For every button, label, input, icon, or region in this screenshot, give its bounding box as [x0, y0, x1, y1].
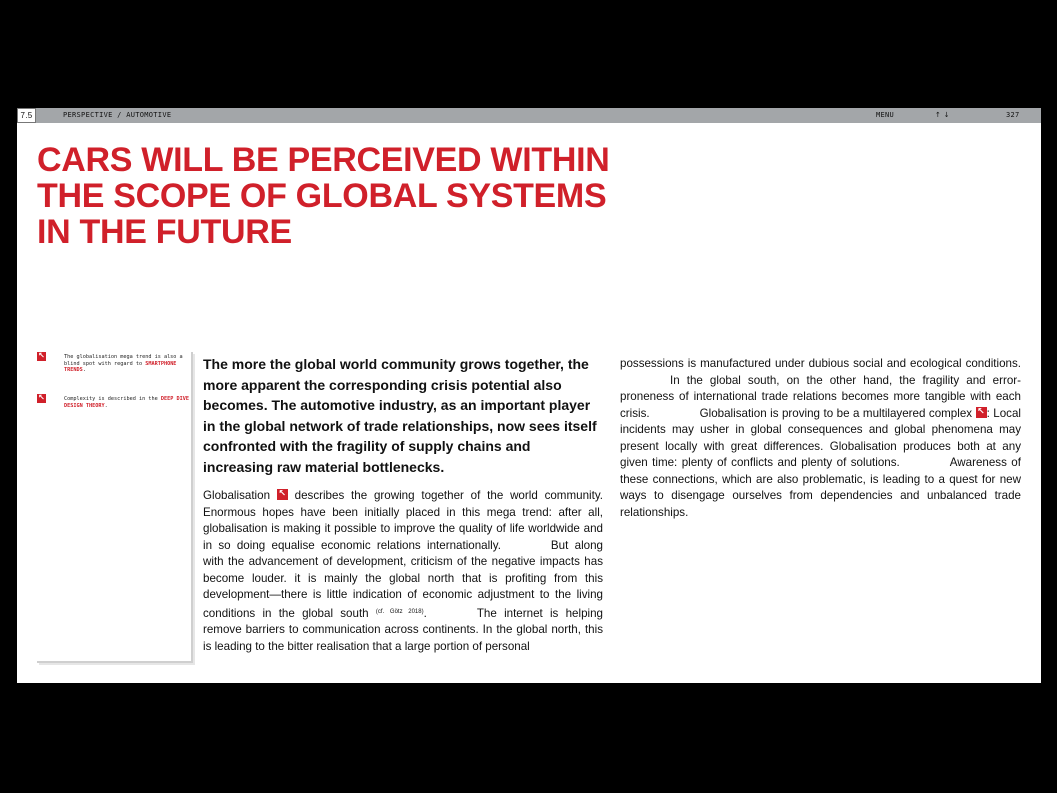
sidenote-text [64, 354, 189, 374]
title-line-3: IN THE FUTURE [37, 213, 292, 251]
document-page [17, 108, 1041, 683]
sidenote-body: The globalisation mega trend is also a blind spot with regard to [64, 354, 183, 367]
body-column-1 [203, 488, 603, 655]
top-bar [17, 108, 1041, 123]
link-arrow-icon[interactable] [277, 489, 288, 500]
sidenotes-panel [37, 352, 193, 663]
body-text: possessions is manufactured under dubious social and ecological conditions. [620, 357, 1021, 370]
body-text: describes the growing together of the world community. Enormous hopes have been initially placed in this mega trend: after all, globalisation is making it possible to improve the quality of life worldwide and in so doing equalise economic relations internationally. [203, 489, 603, 552]
body-text: In the global south, on the other hand, the fragility and error-proneness of international trade relations becomes more tangible with each crisis. [620, 373, 1021, 420]
body-text: . [423, 606, 427, 620]
menu-button[interactable]: MENU [876, 111, 895, 119]
body-text: Globalisation is proving to be a multilayered complex [699, 406, 973, 420]
body-text: The internet is helping remove barriers to communication across continents. In the global north, this is leading to the bitter realisation that a large portion of personal [203, 606, 603, 653]
lead-paragraph: The more the global world community grows together, the more apparent the corresponding crisis potential also becomes. The automotive industry, as an important player in the global network of trade relationships, now sees itself confronted with the fragility of supply chains and increasing raw material bottlenecks. [203, 356, 597, 475]
body-text: But along with the advancement of development, criticism of the negative impacts has become louder. it is mainly the global north that is profiting from this development—there is little indication of economic adjustment to the living conditions in the global south [203, 538, 603, 620]
globalisation-term: Globalisation [203, 489, 271, 502]
deep-dive-design-theory-link[interactable]: DEEP DIVE DESIGN THEORY [64, 396, 189, 409]
sidenote-body: Complexity is described in the [64, 396, 161, 402]
link-arrow-icon[interactable] [37, 394, 46, 403]
body-text: Awareness of these connections, which are also problematic, is leading to a quest for new ways to disengage ourselves from dependencies and unbalanced trade relationships. [620, 456, 1021, 519]
page-number: 327 [1006, 111, 1020, 119]
link-arrow-icon[interactable] [37, 352, 46, 361]
page-title [37, 142, 737, 250]
smartphone-trends-link[interactable]: SMARTPHONE TRENDS [64, 360, 177, 374]
title-line-1: CARS WILL BE PERCEIVED WITHIN [37, 141, 610, 179]
title-line-2: THE SCOPE OF GLOBAL SYSTEMS [37, 177, 607, 215]
citation: (cf. Götz 2018) [375, 608, 424, 615]
sidenote-end: . [104, 402, 108, 409]
sidenote-end: . [82, 367, 86, 374]
sidenote-text [64, 396, 189, 409]
body-text: : Local incidents may usher in global consequences and global phenomena may present locally with great differences. Globalisation produces both at any given time: plenty of conflicts and plenty of solutions. [620, 406, 1021, 469]
body-column-2 [620, 356, 1021, 521]
link-arrow-icon[interactable] [976, 407, 987, 418]
breadcrumb[interactable]: PERSPECTIVE / AUTOMOTIVE [63, 111, 172, 119]
page-nav-arrows[interactable]: ↑ ↓ [935, 111, 950, 119]
chapter-number: 7.5 [17, 108, 36, 123]
